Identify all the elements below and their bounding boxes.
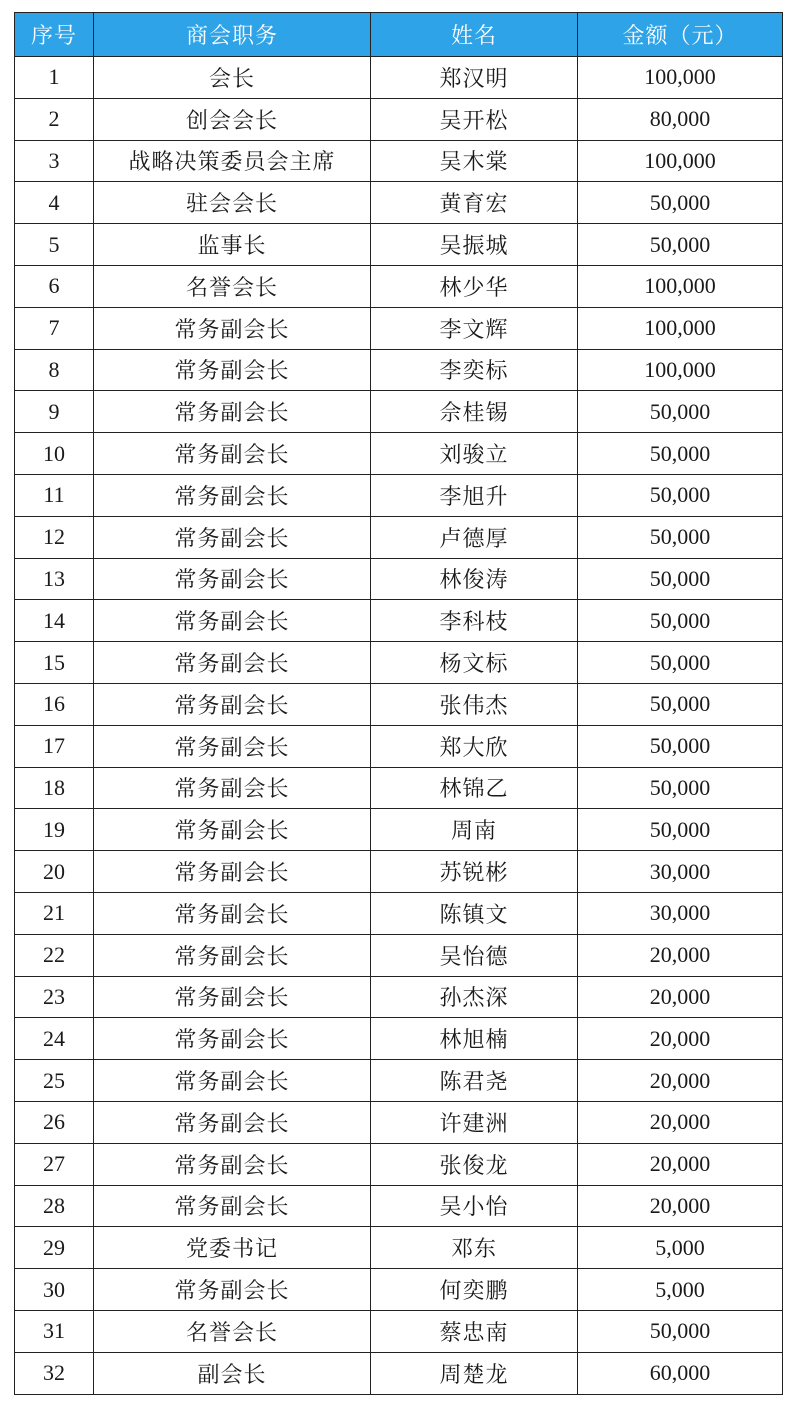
- cell-name: 吴开松: [371, 98, 578, 140]
- table-row: [15, 1143, 783, 1185]
- cell-index: 20: [15, 851, 94, 893]
- table-row: [15, 851, 783, 893]
- cell-index: 12: [15, 516, 94, 558]
- cell-name: 孙杰深: [371, 976, 578, 1018]
- cell-index: 24: [15, 1018, 94, 1060]
- cell-name: 卢德厚: [371, 516, 578, 558]
- cell-index: 6: [15, 265, 94, 307]
- table-body: [15, 57, 783, 1395]
- table-row: [15, 1101, 783, 1143]
- cell-index: 29: [15, 1227, 94, 1269]
- cell-position: 会长: [94, 57, 371, 99]
- cell-amount: 50,000: [578, 1310, 783, 1352]
- cell-name: 林锦乙: [371, 767, 578, 809]
- cell-amount: 30,000: [578, 851, 783, 893]
- cell-amount: 20,000: [578, 1185, 783, 1227]
- cell-amount: 20,000: [578, 934, 783, 976]
- cell-amount: 50,000: [578, 809, 783, 851]
- cell-index: 28: [15, 1185, 94, 1227]
- cell-index: 32: [15, 1352, 94, 1394]
- table-row: [15, 98, 783, 140]
- cell-index: 17: [15, 725, 94, 767]
- cell-index: 2: [15, 98, 94, 140]
- table-row: [15, 767, 783, 809]
- cell-position: 名誉会长: [94, 1310, 371, 1352]
- column-header-name: 姓名: [371, 13, 578, 57]
- cell-amount: 50,000: [578, 767, 783, 809]
- table-row: [15, 57, 783, 99]
- cell-amount: 30,000: [578, 892, 783, 934]
- cell-amount: 100,000: [578, 57, 783, 99]
- cell-index: 15: [15, 642, 94, 684]
- cell-name: 陈君尧: [371, 1060, 578, 1102]
- table-row: [15, 683, 783, 725]
- cell-amount: 50,000: [578, 224, 783, 266]
- cell-name: 林少华: [371, 265, 578, 307]
- cell-name: 李文辉: [371, 307, 578, 349]
- cell-index: 8: [15, 349, 94, 391]
- cell-index: 1: [15, 57, 94, 99]
- table-row: [15, 934, 783, 976]
- cell-amount: 50,000: [578, 642, 783, 684]
- table-row: [15, 558, 783, 600]
- cell-index: 25: [15, 1060, 94, 1102]
- cell-index: 21: [15, 892, 94, 934]
- cell-amount: 50,000: [578, 683, 783, 725]
- table-row: [15, 1060, 783, 1102]
- cell-index: 31: [15, 1310, 94, 1352]
- cell-amount: 50,000: [578, 182, 783, 224]
- cell-position: 副会长: [94, 1352, 371, 1394]
- table-row: [15, 892, 783, 934]
- table-row: [15, 725, 783, 767]
- cell-position: 常务副会长: [94, 600, 371, 642]
- cell-name: 林旭楠: [371, 1018, 578, 1060]
- cell-position: 常务副会长: [94, 767, 371, 809]
- cell-position: 常务副会长: [94, 1101, 371, 1143]
- cell-index: 3: [15, 140, 94, 182]
- table-row: [15, 976, 783, 1018]
- cell-name: 林俊涛: [371, 558, 578, 600]
- cell-index: 5: [15, 224, 94, 266]
- cell-name: 张俊龙: [371, 1143, 578, 1185]
- cell-index: 4: [15, 182, 94, 224]
- cell-position: 党委书记: [94, 1227, 371, 1269]
- cell-position: 常务副会长: [94, 1143, 371, 1185]
- cell-index: 18: [15, 767, 94, 809]
- table-row: [15, 1227, 783, 1269]
- table-row: [15, 265, 783, 307]
- cell-name: 刘骏立: [371, 433, 578, 475]
- cell-amount: 20,000: [578, 976, 783, 1018]
- table-row: [15, 391, 783, 433]
- cell-index: 26: [15, 1101, 94, 1143]
- cell-index: 9: [15, 391, 94, 433]
- cell-name: 佘桂锡: [371, 391, 578, 433]
- cell-amount: 50,000: [578, 600, 783, 642]
- cell-index: 7: [15, 307, 94, 349]
- table-row: [15, 516, 783, 558]
- cell-index: 30: [15, 1269, 94, 1311]
- cell-name: 李旭升: [371, 474, 578, 516]
- cell-name: 郑汉明: [371, 57, 578, 99]
- cell-name: 李科枝: [371, 600, 578, 642]
- cell-index: 14: [15, 600, 94, 642]
- column-header-index: 序号: [15, 13, 94, 57]
- cell-amount: 20,000: [578, 1018, 783, 1060]
- cell-name: 吴振城: [371, 224, 578, 266]
- cell-amount: 50,000: [578, 516, 783, 558]
- cell-position: 驻会会长: [94, 182, 371, 224]
- cell-name: 邓东: [371, 1227, 578, 1269]
- cell-amount: 100,000: [578, 307, 783, 349]
- cell-index: 10: [15, 433, 94, 475]
- cell-index: 11: [15, 474, 94, 516]
- cell-position: 常务副会长: [94, 349, 371, 391]
- cell-position: 战略决策委员会主席: [94, 140, 371, 182]
- cell-name: 李奕标: [371, 349, 578, 391]
- cell-amount: 50,000: [578, 391, 783, 433]
- table-row: [15, 1018, 783, 1060]
- cell-index: 23: [15, 976, 94, 1018]
- cell-name: 吴木棠: [371, 140, 578, 182]
- table-row: [15, 140, 783, 182]
- cell-amount: 80,000: [578, 98, 783, 140]
- cell-position: 常务副会长: [94, 892, 371, 934]
- table-row: [15, 1269, 783, 1311]
- cell-position: 常务副会长: [94, 1269, 371, 1311]
- table-header: [15, 13, 783, 57]
- cell-name: 周南: [371, 809, 578, 851]
- cell-position: 常务副会长: [94, 516, 371, 558]
- cell-name: 何奕鹏: [371, 1269, 578, 1311]
- cell-index: 19: [15, 809, 94, 851]
- cell-position: 常务副会长: [94, 1185, 371, 1227]
- cell-name: 许建洲: [371, 1101, 578, 1143]
- table-row: [15, 1185, 783, 1227]
- cell-name: 周楚龙: [371, 1352, 578, 1394]
- cell-amount: 100,000: [578, 140, 783, 182]
- cell-index: 27: [15, 1143, 94, 1185]
- cell-position: 常务副会长: [94, 934, 371, 976]
- table-row: [15, 224, 783, 266]
- table-row: [15, 182, 783, 224]
- cell-amount: 50,000: [578, 433, 783, 475]
- cell-position: 常务副会长: [94, 433, 371, 475]
- table-row: [15, 349, 783, 391]
- cell-index: 22: [15, 934, 94, 976]
- cell-name: 杨文标: [371, 642, 578, 684]
- cell-position: 创会会长: [94, 98, 371, 140]
- cell-amount: 20,000: [578, 1143, 783, 1185]
- cell-position: 监事长: [94, 224, 371, 266]
- cell-position: 常务副会长: [94, 1060, 371, 1102]
- cell-index: 16: [15, 683, 94, 725]
- cell-name: 吴小怡: [371, 1185, 578, 1227]
- cell-position: 常务副会长: [94, 809, 371, 851]
- cell-amount: 50,000: [578, 725, 783, 767]
- cell-name: 吴怡德: [371, 934, 578, 976]
- cell-position: 常务副会长: [94, 307, 371, 349]
- cell-position: 常务副会长: [94, 683, 371, 725]
- cell-index: 13: [15, 558, 94, 600]
- cell-name: 张伟杰: [371, 683, 578, 725]
- table-row: [15, 642, 783, 684]
- header-row: [15, 13, 783, 57]
- cell-amount: 50,000: [578, 474, 783, 516]
- table-row: [15, 1352, 783, 1394]
- cell-amount: 50,000: [578, 558, 783, 600]
- table-row: [15, 433, 783, 475]
- cell-amount: 5,000: [578, 1227, 783, 1269]
- table-row: [15, 474, 783, 516]
- cell-amount: 20,000: [578, 1060, 783, 1102]
- cell-amount: 5,000: [578, 1269, 783, 1311]
- cell-position: 常务副会长: [94, 642, 371, 684]
- cell-position: 常务副会长: [94, 474, 371, 516]
- cell-position: 常务副会长: [94, 851, 371, 893]
- donation-table: [14, 12, 783, 1395]
- cell-name: 苏锐彬: [371, 851, 578, 893]
- table-row: [15, 809, 783, 851]
- table-row: [15, 600, 783, 642]
- cell-position: 常务副会长: [94, 558, 371, 600]
- cell-amount: 100,000: [578, 349, 783, 391]
- column-header-amount: 金额（元）: [578, 13, 783, 57]
- cell-name: 蔡忠南: [371, 1310, 578, 1352]
- cell-name: 郑大欣: [371, 725, 578, 767]
- cell-position: 常务副会长: [94, 391, 371, 433]
- column-header-position: 商会职务: [94, 13, 371, 57]
- cell-position: 常务副会长: [94, 725, 371, 767]
- table-row: [15, 307, 783, 349]
- cell-position: 名誉会长: [94, 265, 371, 307]
- table-row: [15, 1310, 783, 1352]
- cell-name: 陈镇文: [371, 892, 578, 934]
- cell-amount: 60,000: [578, 1352, 783, 1394]
- cell-position: 常务副会长: [94, 1018, 371, 1060]
- cell-name: 黄育宏: [371, 182, 578, 224]
- cell-position: 常务副会长: [94, 976, 371, 1018]
- cell-amount: 20,000: [578, 1101, 783, 1143]
- cell-amount: 100,000: [578, 265, 783, 307]
